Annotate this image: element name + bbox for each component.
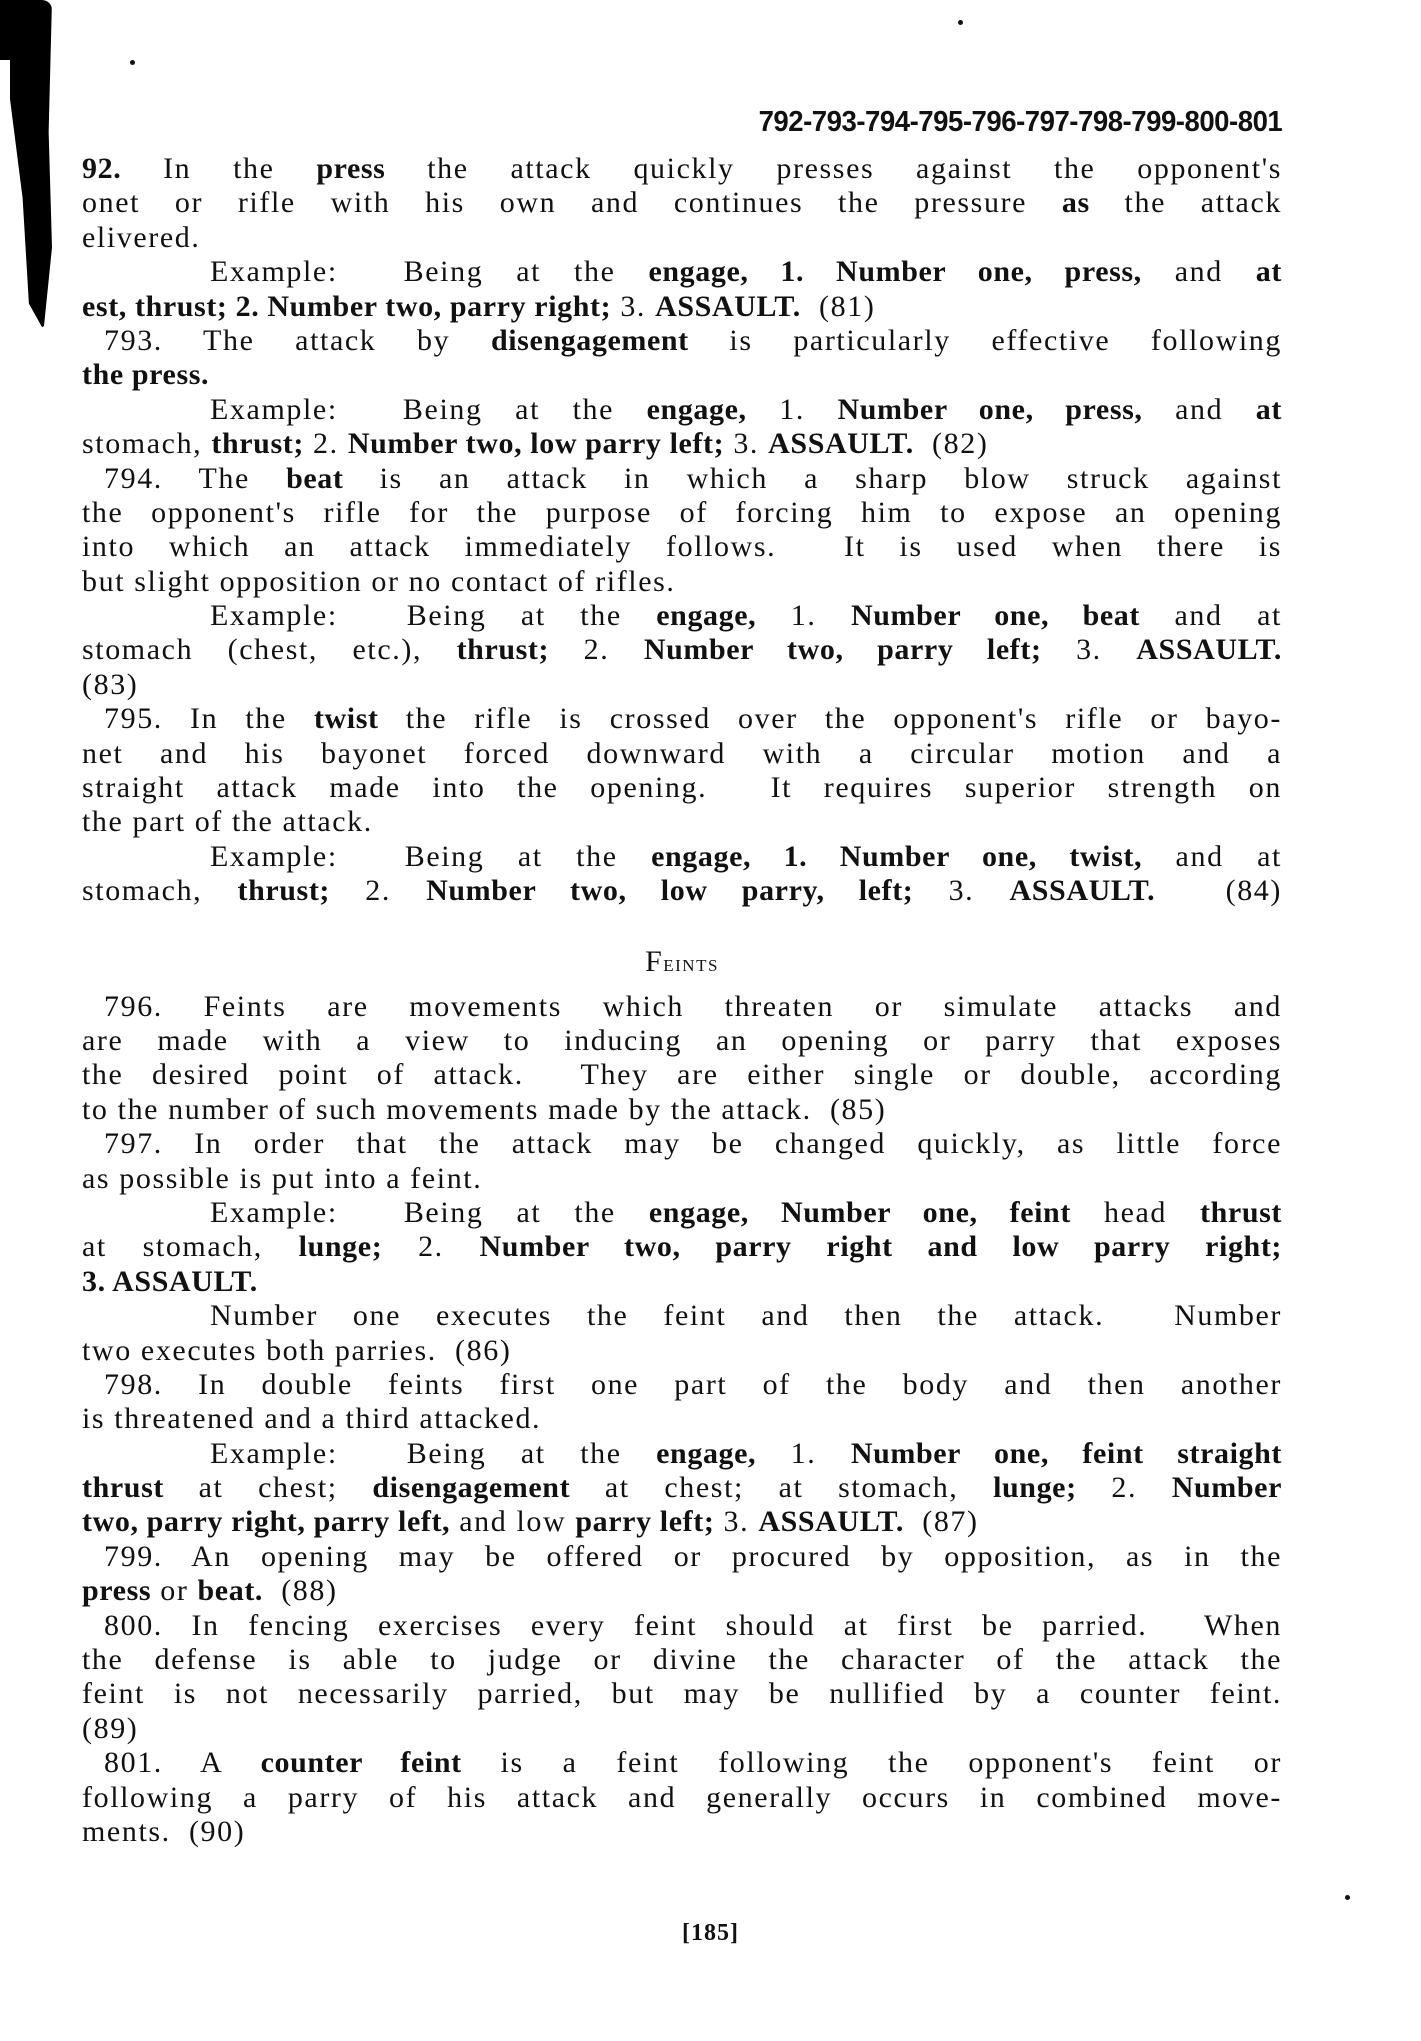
- text: 801. A: [104, 1746, 261, 1780]
- text-line: [82, 1299, 1282, 1333]
- bold-text: the press.: [82, 358, 210, 392]
- text: 797. In order that the attack may be changed quickly, as little force: [104, 1127, 1282, 1161]
- bold-text: disengagement: [372, 1471, 571, 1505]
- text: at chest; at stomach,: [570, 1471, 994, 1505]
- text: Example: Being at the: [210, 1436, 657, 1470]
- bold-text: lunge;: [298, 1230, 383, 1264]
- text: (89): [82, 1711, 139, 1745]
- text-line: [82, 1127, 1282, 1161]
- text: Example: Being at the: [210, 839, 652, 873]
- text-line: [82, 1058, 1282, 1092]
- bold-text: Number one, press,: [837, 392, 1143, 426]
- bold-text: Number two, parry right and low parry right;: [479, 1230, 1283, 1264]
- text: is particularly effective following: [688, 323, 1282, 357]
- bold-text: at: [1255, 392, 1282, 426]
- text: or: [151, 1574, 198, 1608]
- text: 2.: [549, 633, 644, 667]
- text: the desired point of attack. They are either single or double, according: [82, 1058, 1282, 1092]
- text: (88): [263, 1574, 338, 1608]
- bold-text: as: [1061, 186, 1090, 220]
- text: 796. Feints are movements which threaten or simulate attacks and: [104, 989, 1282, 1023]
- bold-text: Number two, parry left;: [643, 633, 1042, 667]
- section-range-header: 792-793-794-795-796-797-798-799-800-801: [758, 106, 1282, 138]
- text: the rifle is crossed over the opponent's rifle or bayo-: [378, 702, 1282, 736]
- text-line: [82, 1781, 1282, 1815]
- bold-text: press: [82, 1574, 152, 1608]
- text: is an attack in which a sharp blow struck against: [343, 461, 1282, 495]
- text: ments. (90): [82, 1814, 246, 1848]
- text: 3.: [714, 1505, 759, 1539]
- text: Example: Being at the: [210, 1195, 649, 1229]
- bold-text: engage, Number one, feint: [648, 1195, 1071, 1229]
- text: (81): [800, 289, 876, 323]
- text-line: [82, 1402, 1282, 1436]
- text-line: [82, 565, 1282, 599]
- bold-text: parry left;: [575, 1505, 715, 1539]
- bold-text: two, parry right, parry left,: [82, 1505, 451, 1539]
- text: 799. An opening may be offered or procured by opposition, as in the: [104, 1539, 1282, 1573]
- bold-text: ASSAULT.: [768, 427, 914, 461]
- text-line: [82, 771, 1282, 805]
- text: Number one executes the feint and then the attack. Number: [210, 1299, 1282, 1333]
- bold-text: thrust: [1200, 1195, 1282, 1229]
- text-line: [82, 1540, 1282, 1574]
- text: elivered.: [82, 220, 201, 254]
- text-line: [82, 221, 1282, 255]
- bold-text: thrust;: [237, 874, 331, 908]
- text: and: [1142, 392, 1256, 426]
- text: and at: [1140, 599, 1282, 633]
- text-line: [82, 186, 1282, 220]
- bold-text: Number: [1171, 1471, 1283, 1505]
- text: stomach (chest, etc.),: [82, 633, 457, 667]
- text: straight attack made into the opening. It requires superior strength on: [82, 771, 1282, 805]
- text-line: [82, 1368, 1282, 1402]
- text-line: [82, 530, 1282, 564]
- text: 2.: [330, 874, 427, 908]
- bold-text: engage,: [656, 1436, 757, 1470]
- bold-text: thrust;: [211, 427, 304, 461]
- text-line: [82, 1574, 1282, 1608]
- text: 3.: [1041, 633, 1137, 667]
- bold-text: Number two, low parry, left;: [426, 874, 914, 908]
- bold-text: engage, 1. Number one, press,: [648, 255, 1142, 289]
- text: 1.: [756, 599, 851, 633]
- text: is a feint following the opponent's feint or: [461, 1746, 1282, 1780]
- text-line: [82, 1677, 1282, 1711]
- bold-text: lunge;: [993, 1471, 1077, 1505]
- text: 2.: [382, 1230, 480, 1264]
- text: stomach,: [82, 427, 212, 461]
- text: and low: [450, 1505, 576, 1539]
- text: to the number of such movements made by the attack. (85): [82, 1092, 887, 1126]
- text: onet or rifle with his own and continues the pressure: [82, 186, 1062, 220]
- text: (83): [82, 667, 139, 701]
- text-line: [82, 1643, 1282, 1677]
- text: are made with a view to inducing an opening or parry that exposes: [82, 1023, 1282, 1057]
- text-line: [82, 462, 1282, 496]
- bold-text: thrust: [82, 1471, 164, 1505]
- bold-text: press: [316, 152, 386, 185]
- bold-text: beat.: [197, 1574, 264, 1608]
- text-line: [82, 1712, 1282, 1746]
- text-line: [82, 152, 1282, 186]
- text: (84): [1155, 874, 1282, 908]
- bold-text: beat: [286, 461, 344, 495]
- text-line: [82, 1230, 1282, 1264]
- bold-text: Number one, beat: [850, 599, 1140, 633]
- text-line: [82, 1609, 1282, 1643]
- bold-text: engage,: [656, 599, 757, 633]
- text-line: [82, 290, 1282, 324]
- text-line: [82, 1334, 1282, 1368]
- page-number: [185]: [682, 1920, 739, 1946]
- text-line: [82, 1196, 1282, 1230]
- text: into which an attack immediately follows. It is used when there is: [82, 530, 1282, 564]
- text-line: [82, 990, 1282, 1024]
- text-line: [82, 702, 1282, 736]
- text-line: [82, 427, 1282, 461]
- bold-text: at: [1255, 255, 1282, 289]
- text: 3.: [724, 427, 769, 461]
- text-line: [82, 840, 1282, 874]
- text: 2.: [1076, 1471, 1172, 1505]
- bold-text: thrust;: [456, 633, 550, 667]
- text: 793. The attack by: [104, 323, 491, 357]
- text: net and his bayonet forced downward with a circular motion and a: [82, 736, 1282, 770]
- text-line: [82, 1093, 1282, 1127]
- bold-text: ASSAULT.: [1136, 633, 1282, 667]
- bold-text: 3. ASSAULT.: [82, 1264, 258, 1298]
- text: Example: Being at the: [210, 255, 649, 289]
- scan-speck: [1345, 1895, 1350, 1900]
- text: at stomach,: [82, 1230, 299, 1264]
- text: stomach,: [82, 874, 238, 908]
- bold-text: counter feint: [260, 1746, 462, 1780]
- text-line: [82, 805, 1282, 839]
- text-line: [82, 496, 1282, 530]
- text-line: [82, 1505, 1282, 1539]
- bold-text: ASSAULT.: [655, 289, 801, 323]
- text: head: [1070, 1195, 1201, 1229]
- text: (82): [913, 427, 989, 461]
- bold-text: 92.: [82, 152, 122, 185]
- text-line: [82, 633, 1282, 667]
- text-line: [82, 1471, 1282, 1505]
- text: and: [1141, 255, 1256, 289]
- bold-text: ASSAULT.: [1009, 874, 1156, 908]
- text: 798. In double feints first one part of the body and then another: [104, 1367, 1282, 1401]
- text-line: [82, 1437, 1282, 1471]
- text: the part of the attack.: [82, 805, 373, 839]
- text: the defense is able to judge or divine the character of the attack the: [82, 1643, 1282, 1677]
- text: 800. In fencing exercises every feint should at first be parried. When: [104, 1608, 1282, 1642]
- text-line: [82, 1746, 1282, 1780]
- text: as possible is put into a feint.: [82, 1161, 483, 1195]
- bold-text: engage,: [646, 392, 747, 426]
- text-line: [82, 324, 1282, 358]
- bold-text: disengagement: [490, 323, 689, 357]
- text: Example: Being at the: [210, 599, 657, 633]
- text: In the: [121, 152, 317, 185]
- text-line: [82, 1815, 1282, 1849]
- text: Example: Being at the: [210, 392, 647, 426]
- bold-text: twist: [313, 702, 379, 736]
- scan-ink-mark: [0, 0, 22, 60]
- text: 1.: [746, 392, 838, 426]
- text-line: [82, 255, 1282, 289]
- bold-text: Number one, feint straight: [850, 1436, 1282, 1470]
- scan-speck: [958, 20, 963, 25]
- text: following a parry of his attack and generally occurs in combined move-: [82, 1780, 1282, 1814]
- text-line: [82, 737, 1282, 771]
- text-line: [82, 1162, 1282, 1196]
- scan-speck: [130, 60, 135, 65]
- text: but slight opposition or no contact of rifles.: [82, 564, 676, 598]
- text-line: [82, 668, 1282, 702]
- text-line: [82, 358, 1282, 392]
- text: the attack: [1089, 186, 1282, 220]
- text-line: [82, 1265, 1282, 1299]
- page-body: [82, 152, 1282, 1849]
- bold-text: Number two, low parry left;: [347, 427, 725, 461]
- text-line: [82, 1024, 1282, 1058]
- section-heading: Feints: [645, 944, 719, 978]
- bold-text: ASSAULT.: [758, 1505, 905, 1539]
- text: two executes both parries. (86): [82, 1333, 512, 1367]
- text: 3.: [913, 874, 1010, 908]
- text: at chest;: [163, 1471, 373, 1505]
- text: and at: [1142, 839, 1282, 873]
- text: 795. In the: [104, 702, 314, 736]
- bold-text: est, thrust; 2. Number two, parry right;: [82, 289, 612, 323]
- text-line: [82, 874, 1282, 908]
- text: 2.: [303, 427, 348, 461]
- text: 3.: [611, 289, 656, 323]
- text: is threatened and a third attacked.: [82, 1402, 542, 1436]
- bold-text: engage, 1. Number one, twist,: [651, 839, 1143, 873]
- text-line: [82, 599, 1282, 633]
- text: (87): [904, 1505, 979, 1539]
- text: the opponent's rifle for the purpose of forcing him to expose an opening: [82, 495, 1282, 529]
- text: 794. The: [104, 461, 287, 495]
- text: 1.: [756, 1436, 851, 1470]
- text: the attack quickly presses against the opponent's: [385, 152, 1282, 185]
- text-line: [82, 393, 1282, 427]
- text: feint is not necessarily parried, but may be nullified by a counter feint.: [82, 1677, 1282, 1711]
